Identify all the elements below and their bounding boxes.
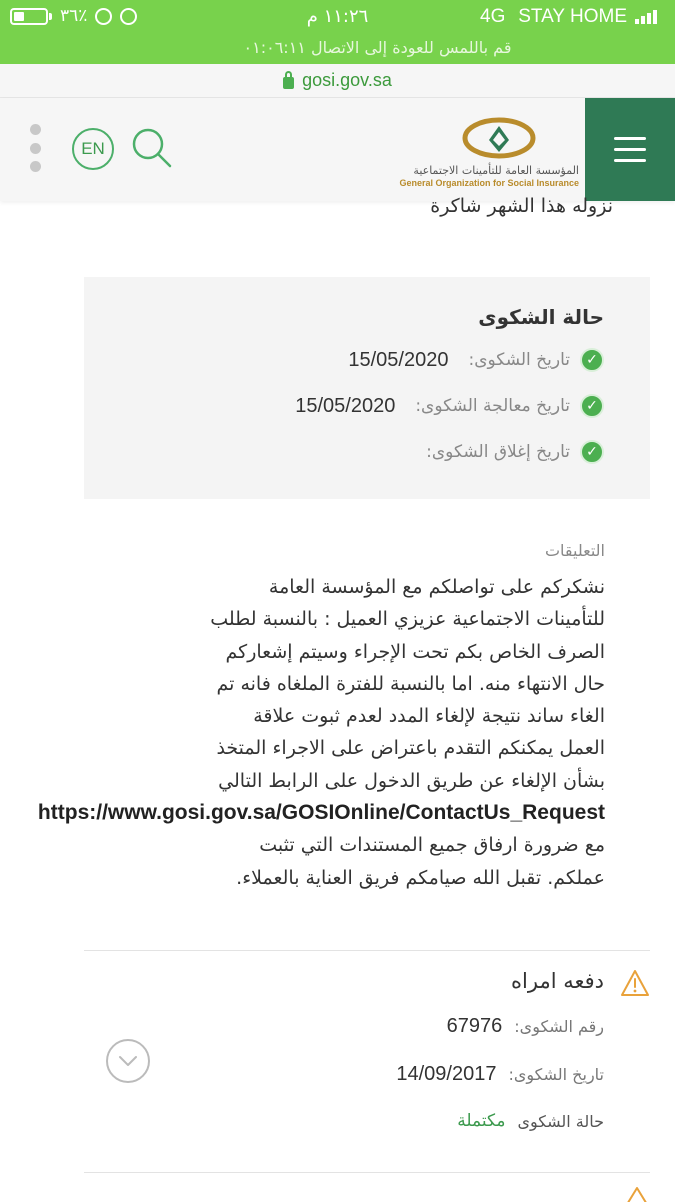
lock-icon [283, 77, 294, 89]
alarm-icon [95, 8, 112, 25]
comment-line: نشكركم على تواصلكم مع المؤسسة العامة [268, 576, 605, 598]
comment-line: الصرف الخاص بكم تحت الإجراء وسيتم إشعاركم [225, 640, 605, 663]
complaint-date-value: 14/09/2017 [396, 1063, 497, 1085]
rotation-lock-icon [120, 8, 137, 25]
warning-icon [620, 969, 650, 997]
search-icon [130, 126, 174, 170]
logo-english-name: General Organization for Social Insurance [399, 178, 579, 188]
menu-line [614, 159, 646, 162]
logo-arabic-name: المؤسسة العامة للتأمينات الاجتماعية [413, 164, 579, 177]
complaint-status-value: مكتملة [457, 1111, 506, 1131]
check-icon: ✓ [580, 348, 604, 372]
search-button[interactable] [130, 126, 174, 170]
complaint-status-card [84, 277, 650, 499]
row-label: تاريخ الشكوى: [468, 350, 570, 370]
divider [84, 1172, 650, 1173]
gosi-emblem-icon [459, 110, 539, 164]
comment-line: للتأمينات الاجتماعية عزيزي العميل : بالنسبة لطلب [210, 608, 605, 631]
comment-line: العمل يمكنكم التقدم باعتراض على الاجراء المتخذ [216, 737, 605, 760]
kebab-dot [30, 143, 41, 154]
kebab-dot [30, 161, 41, 172]
return-to-call-banner[interactable]: قم باللمس للعودة إلى الاتصال ٠١:٠٦:١١ [0, 38, 675, 64]
status-row-processing-date [84, 391, 604, 421]
comment-line: عملكم. تقبل الله صيامكم فريق العناية بالعملاء. [236, 866, 605, 889]
complaint-title: دفعه امراه [511, 969, 604, 993]
status-row-complaint-date [84, 345, 604, 375]
contact-request-link[interactable]: https://www.gosi.gov.sa/GOSIOnline/ContactUs_Request [37, 801, 605, 825]
comment-line: مع ضرورة ارفاق جميع المستندات التي تثبت [259, 834, 605, 857]
chevron-down-icon [118, 1055, 138, 1067]
complaint-list-item[interactable] [84, 951, 650, 1171]
complaint-number-label: رقم الشكوى: [514, 1017, 604, 1036]
carrier-label: STAY HOME [518, 6, 627, 27]
status-card-title: حالة الشكوى [478, 305, 604, 329]
address-bar[interactable] [0, 64, 675, 98]
status-row-closing-date [84, 437, 604, 467]
status-bar [0, 0, 675, 38]
gosi-logo[interactable] [399, 110, 579, 190]
complaint-status-row [457, 1111, 604, 1131]
battery-icon [10, 8, 48, 25]
row-value: 15/05/2020 [348, 348, 449, 371]
expand-button[interactable] [106, 1039, 150, 1083]
comments-label: التعليقات [544, 541, 605, 560]
complaint-date-row [396, 1063, 604, 1086]
status-left-group [10, 6, 137, 26]
network-type: 4G [480, 6, 506, 27]
comments-body [5, 571, 605, 894]
previous-text-fragment: نزوله هذا الشهر شاكرة [430, 195, 613, 217]
row-value: 15/05/2020 [295, 394, 396, 417]
comment-line: الغاء ساند نتيجة لإلغاء المدد لعدم ثبوت علاقة [253, 705, 605, 728]
check-icon: ✓ [580, 394, 604, 418]
complaint-date-label: تاريخ الشكوى: [508, 1065, 604, 1084]
complaint-number-row [447, 1015, 604, 1038]
menu-button[interactable] [585, 98, 675, 201]
comment-line: بشأن الإلغاء عن طريق الدخول على الرابط التالي [218, 769, 605, 792]
row-label: تاريخ معالجة الشكوى: [415, 396, 570, 416]
battery-tip [49, 13, 52, 20]
clock: ١١:٢٦ م [306, 6, 369, 27]
site-header [0, 98, 675, 201]
comment-line: حال الانتهاء منه. اما بالنسبة للفترة الملغاه فانه تم [216, 672, 605, 695]
more-options-button[interactable] [28, 124, 42, 172]
menu-line [614, 148, 646, 151]
row-label: تاريخ إغلاق الشكوى: [426, 442, 570, 462]
battery-percent: ٣٦٪ [60, 6, 88, 26]
complaint-number-value: 67976 [446, 1015, 503, 1037]
complaint-status-label: حالة الشكوى [517, 1111, 604, 1131]
check-icon: ✓ [580, 440, 604, 464]
page-content [0, 195, 675, 1200]
language-toggle-button[interactable]: EN [72, 128, 114, 170]
menu-line [614, 137, 646, 140]
url-text[interactable]: gosi.gov.sa [302, 70, 392, 90]
kebab-dot [30, 124, 41, 135]
